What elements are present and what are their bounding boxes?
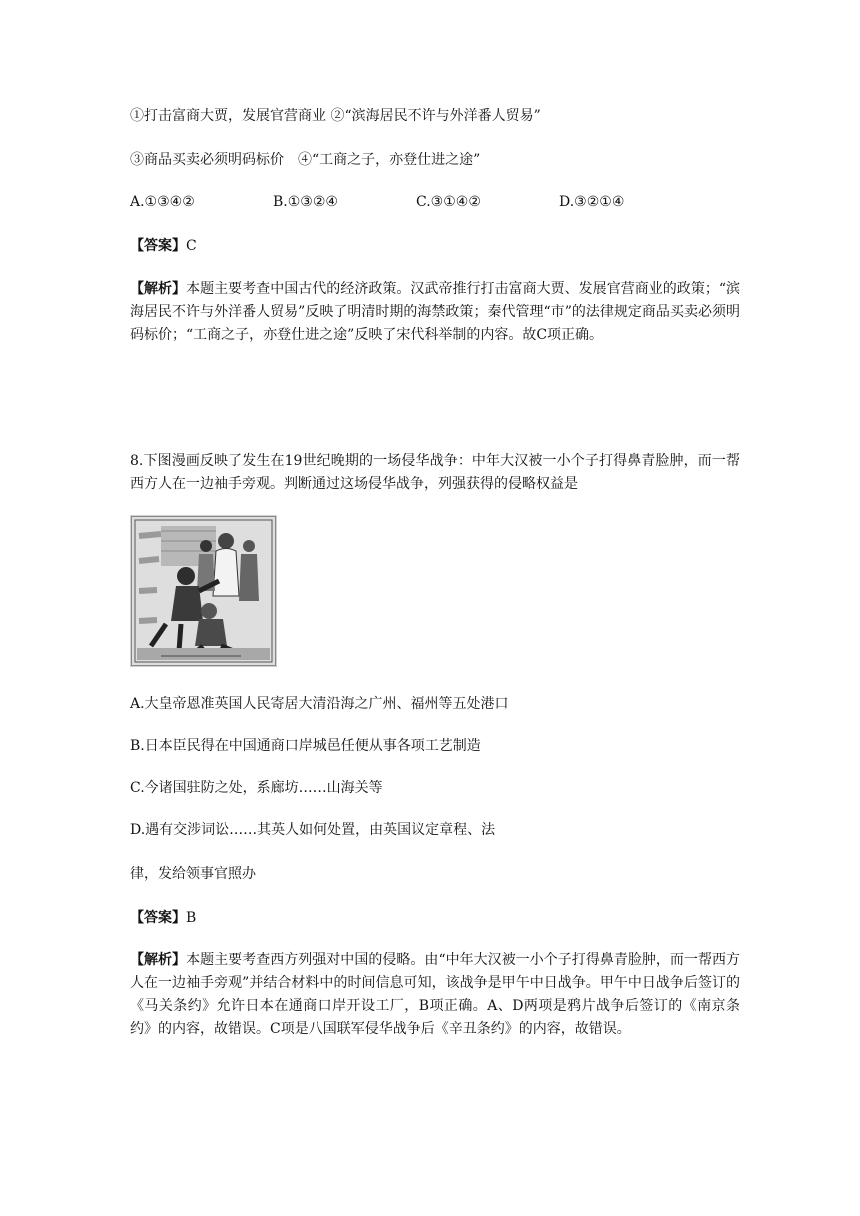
q8-option-d-line-2: 律，发给领事官照办	[130, 866, 256, 882]
q8-analysis-label: 【解析】	[130, 952, 187, 968]
q8-option-c: C.今诸国驻防之处，系廊坊……山海关等	[130, 780, 383, 796]
q8-stem: 8.下图漫画反映了发生在19世纪晚期的一场侵华战争：中年大汉被一小个子打得鼻青脸肿，而一帮西方人在一边袖手旁观。判断通过这场侵华战争，列强获得的侵略权益是	[130, 453, 740, 492]
cartoon-illustration	[130, 515, 277, 667]
q7-options	[130, 192, 702, 212]
q8-answer	[130, 908, 196, 928]
q7-option-b: B.①③②④	[273, 194, 338, 210]
q7-option-d: D.③②①④	[559, 194, 625, 210]
q7-answer	[130, 236, 197, 256]
q8-option-d-line-1: D.遇有交涉词讼……其英人如何处置，由英国议定章程、法	[130, 822, 496, 838]
q8-analysis-text: 本题主要考查西方列强对中国的侵略。由“中年大汉被一小个子打得鼻青脸肿，而一帮西方人在一边袖手旁观”并结合材料中的时间信息可知，该战争是甲午中日战争。甲午中日战争后签订的《马关条约》允许日本在通商口岸开设工厂，B项正确。A、D两项是鸦片战争后签订的《南京条约》的内容，故错误。C项是八国联军侵华战争后《辛丑条约》的内容，故错误。	[130, 952, 741, 1037]
q8-option-a: A.大皇帝恩准英国人民寄居大清沿海之广州、福州等五处港口	[130, 696, 509, 712]
q7-analysis-label: 【解析】	[130, 281, 187, 297]
q8-answer-value: B	[186, 910, 197, 926]
q7-items-line-2: ③商品买卖必须明码标价 ④“工商之子，亦登仕进之途”	[130, 152, 481, 168]
cartoon-illustration-icon	[131, 516, 276, 666]
q7-answer-label: 【答案】	[130, 238, 186, 254]
q7-option-c: C.③①④②	[416, 194, 481, 210]
q8-analysis	[130, 949, 740, 1041]
q7-answer-value: C	[186, 238, 197, 254]
q8-option-b: B.日本臣民得在中国通商口岸城邑任便从事各项工艺制造	[130, 738, 481, 754]
q7-analysis	[130, 278, 740, 347]
q7-option-a: A.①③④②	[130, 194, 195, 210]
q8-answer-label: 【答案】	[130, 910, 186, 926]
q7-analysis-text: 本题主要考查中国古代的经济政策。汉武帝推行打击富商大贾、发展官营商业的政策；“滨海居民不许与外洋番人贸易”反映了明清时期的海禁政策；秦代管理“市”的法律规定商品买卖必须明码标价；“工商之子，亦登仕进之途”反映了宋代科举制的内容。故C项正确。	[130, 281, 741, 343]
q7-items-line-1: ①打击富商大贾，发展官营商业 ②“滨海居民不许与外洋番人贸易”	[130, 108, 541, 124]
